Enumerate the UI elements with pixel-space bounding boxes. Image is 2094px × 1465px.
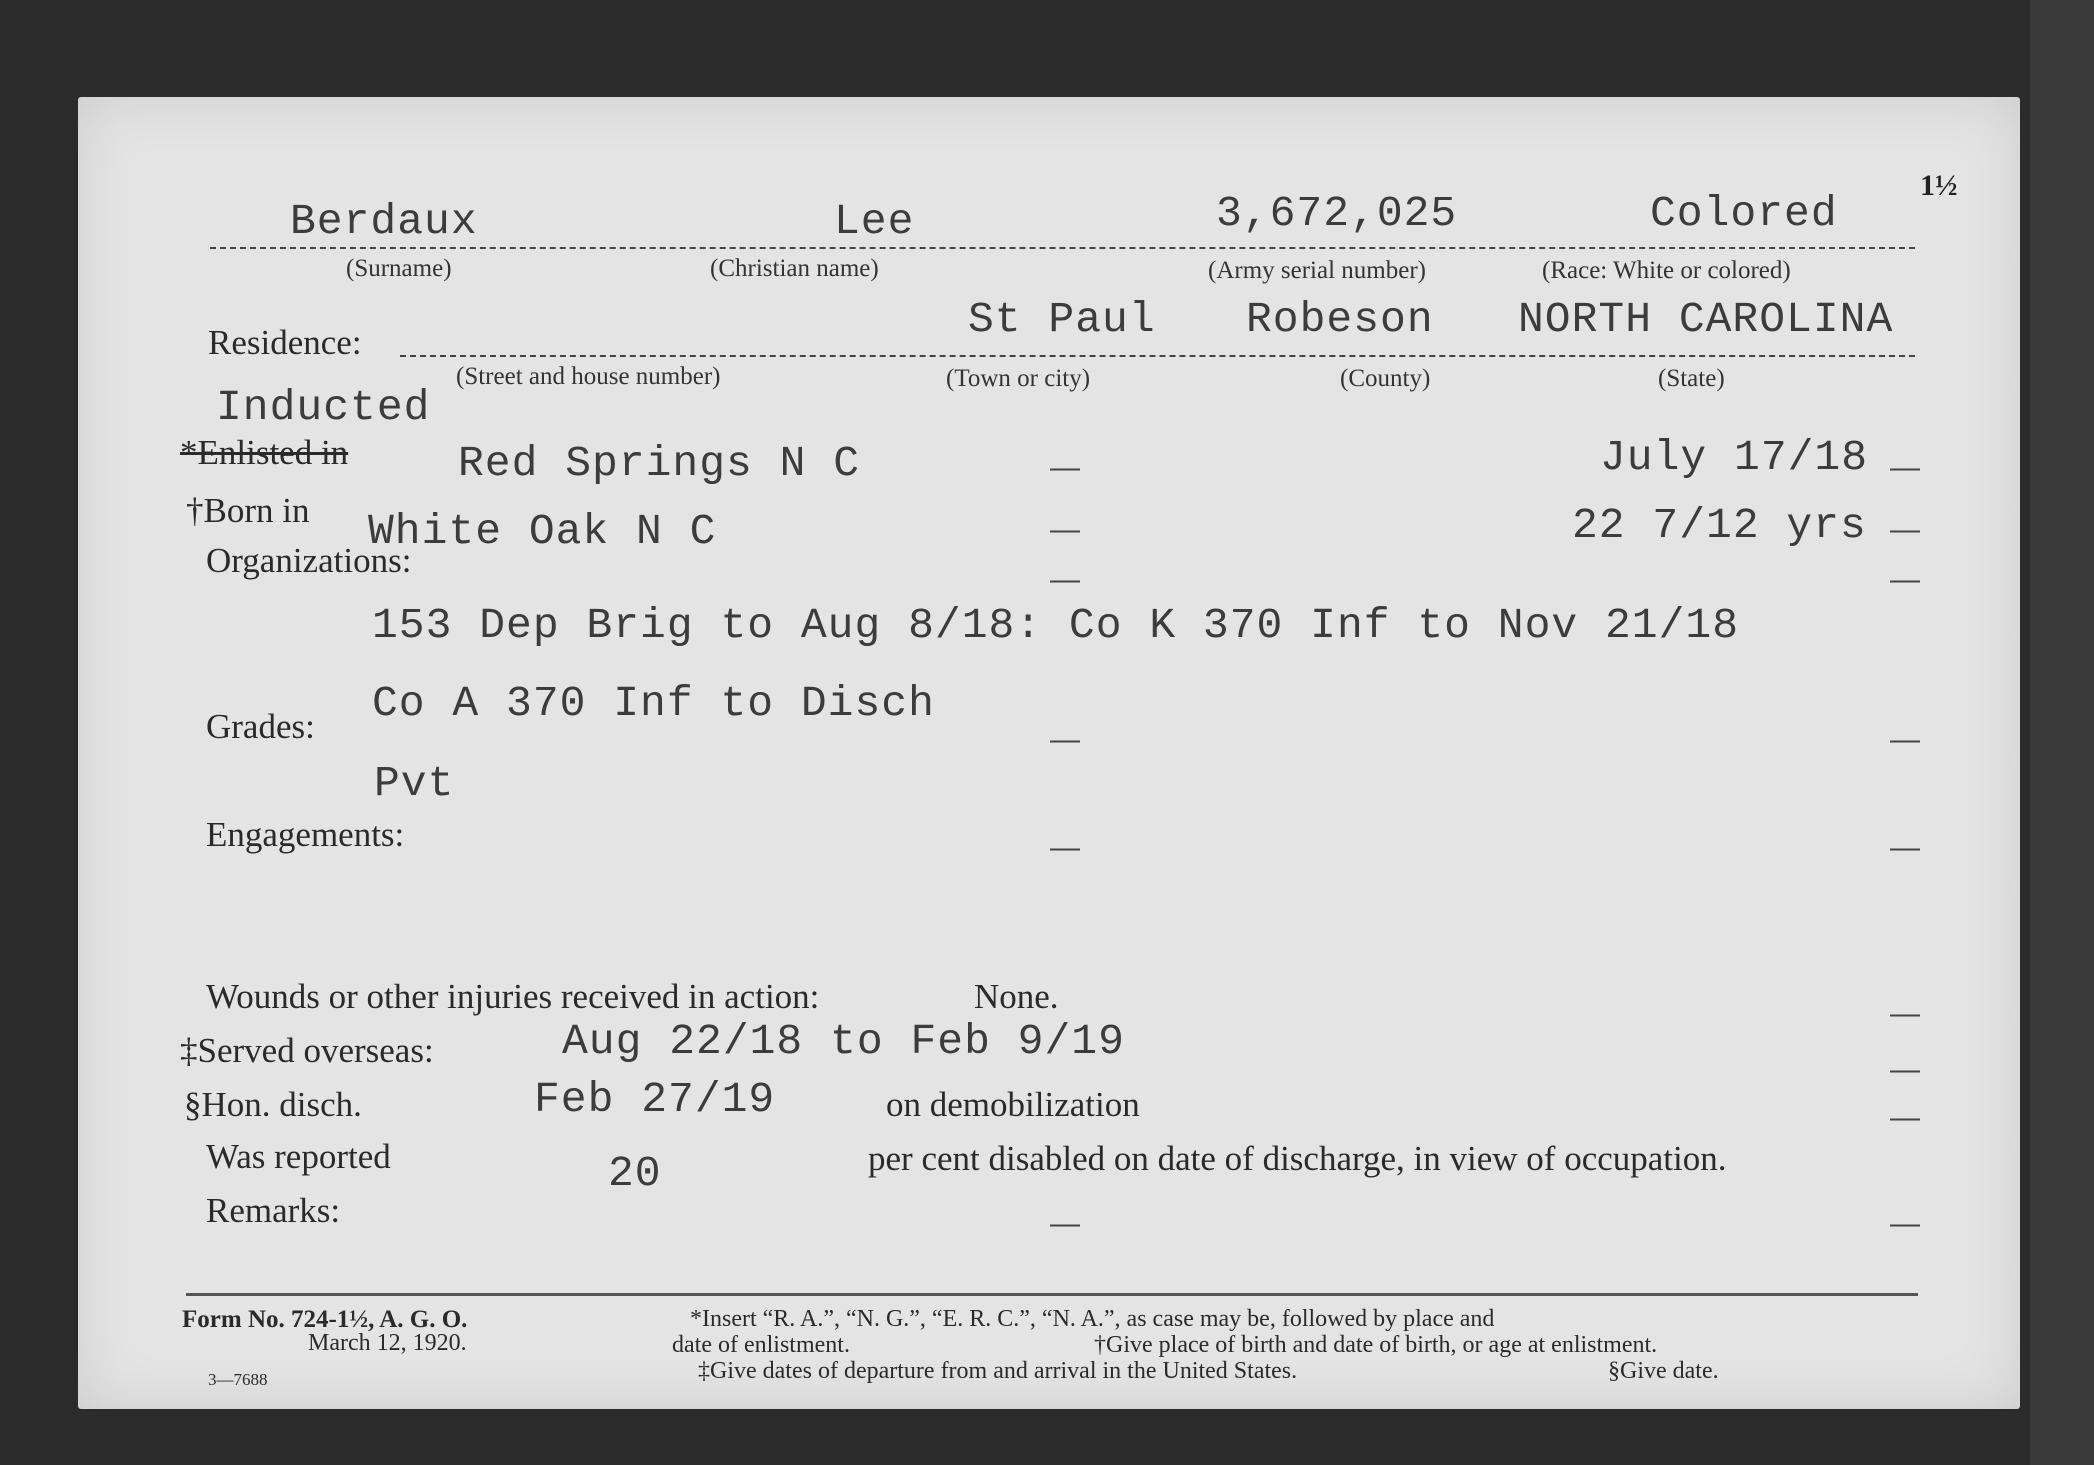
enlistment-date: July 17/18 (1600, 433, 1869, 482)
form-number: Form No. 724-1½, A. G. O. (182, 1306, 468, 1333)
card-number: 1½ (1920, 169, 1958, 202)
residence-county: Robeson (1246, 295, 1434, 344)
christian-name-caption: (Christian name) (710, 255, 879, 282)
hon-disch-reason: on demobilization (886, 1085, 1140, 1124)
residence-label: Residence: (208, 323, 362, 362)
born-in-label: †Born in (186, 491, 310, 530)
served-overseas-label: ‡Served overseas: (180, 1031, 434, 1070)
served-overseas-value: Aug 22/18 to Feb 9/19 (562, 1017, 1125, 1066)
residence-state: NORTH CAROLINA (1518, 295, 1894, 344)
dash-mark: — (1890, 563, 1920, 596)
dash-mark: — (1890, 723, 1920, 756)
dash-mark: — (1050, 723, 1080, 756)
form-date: March 12, 1920. (308, 1330, 467, 1356)
organizations-line-1: 153 Dep Brig to Aug 8/18: Co K 370 Inf to Nov 21/18 (372, 601, 1740, 650)
was-reported-label: Was reported (206, 1137, 391, 1176)
enlisted-in-label: *Enlisted in (180, 433, 349, 472)
county-caption: (County) (1340, 365, 1431, 392)
residence-rule (400, 355, 1915, 357)
serial-number-caption: (Army serial number) (1208, 257, 1426, 284)
town-caption: (Town or city) (946, 365, 1091, 392)
disability-percent: 20 (608, 1149, 662, 1198)
dash-mark: — (1890, 997, 1920, 1030)
footnote-insert-1: *Insert “R. A.”, “N. G.”, “E. R. C.”, “N. A.”, as case may be, followed by place and (690, 1306, 1495, 1332)
print-number: 3—7688 (208, 1370, 268, 1389)
dash-mark: — (1050, 513, 1080, 546)
scan-background-edge (2030, 0, 2094, 1465)
dash-mark: — (1050, 831, 1080, 864)
disability-text: per cent disabled on date of discharge, in view of occupation. (868, 1139, 1727, 1178)
surname-caption: (Surname) (346, 255, 452, 282)
birth-age: 22 7/12 yrs (1572, 501, 1867, 550)
dash-mark: — (1890, 513, 1920, 546)
inducted-annotation: Inducted (216, 383, 431, 432)
remarks-label: Remarks: (206, 1191, 341, 1230)
surname-value: Berdaux (290, 197, 478, 246)
dash-mark: — (1890, 451, 1920, 484)
dash-mark: — (1890, 1053, 1920, 1086)
engagements-label: Engagements: (206, 815, 405, 854)
grades-label: Grades: (206, 707, 315, 746)
footnote-insert-2: date of enlistment. (672, 1332, 850, 1358)
footnote-overseas: ‡Give dates of departure from and arrival in the United States. (698, 1358, 1298, 1384)
footnote-date: §Give date. (1608, 1358, 1719, 1384)
dash-mark: — (1050, 451, 1080, 484)
state-caption: (State) (1658, 365, 1725, 392)
christian-name-value: Lee (834, 197, 915, 246)
residence-town: St Paul (968, 295, 1156, 344)
footnote-birth: †Give place of birth and date of birth, or age at enlistment. (1094, 1332, 1658, 1358)
grade-value: Pvt (374, 759, 455, 808)
race-caption: (Race: White or colored) (1542, 257, 1791, 284)
footer-rule (186, 1293, 1918, 1296)
dash-mark: — (1050, 1207, 1080, 1240)
hon-disch-date: Feb 27/19 (534, 1075, 776, 1124)
wounds-label: Wounds or other injuries received in action: (206, 977, 820, 1016)
dash-mark: — (1890, 1101, 1920, 1134)
service-record-card (78, 97, 2020, 1409)
organizations-label: Organizations: (206, 541, 412, 580)
dash-mark: — (1050, 563, 1080, 596)
header-rule (210, 247, 1915, 249)
street-caption: (Street and house number) (456, 363, 721, 390)
dash-mark: — (1890, 1207, 1920, 1240)
birth-place: White Oak N C (368, 507, 717, 556)
wounds-value: None. (974, 977, 1059, 1016)
race-value: Colored (1650, 189, 1838, 238)
organizations-line-2: Co A 370 Inf to Disch (372, 679, 935, 728)
dash-mark: — (1890, 831, 1920, 864)
hon-disch-label: §Hon. disch. (184, 1085, 362, 1124)
serial-number-value: 3,672,025 (1216, 189, 1458, 238)
enlistment-place: Red Springs N C (458, 439, 861, 488)
